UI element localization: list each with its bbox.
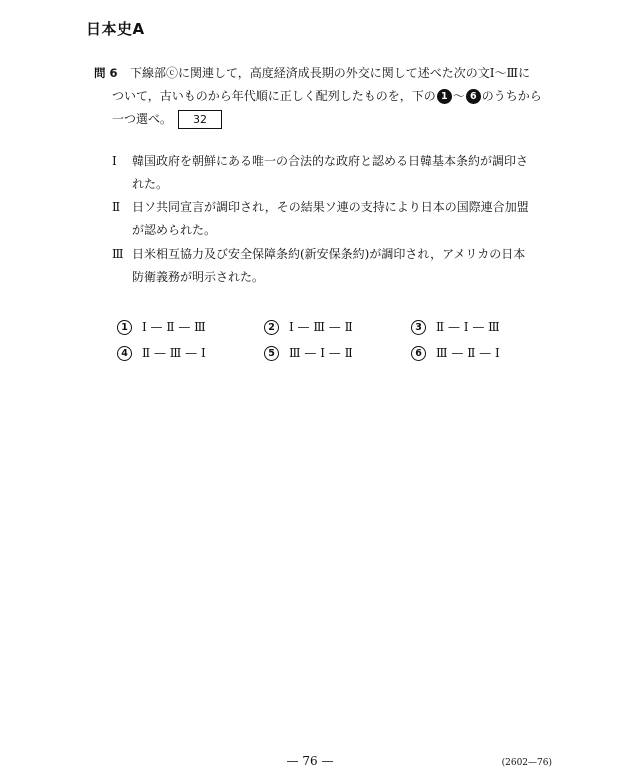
choice-5[interactable] <box>263 344 353 362</box>
question-instruction: 一つ選べ。 <box>112 112 173 126</box>
choice-number: 6 <box>411 346 426 361</box>
page-code: (2602—76) <box>501 758 552 768</box>
choice-order: Ⅱ — Ⅲ — Ⅰ <box>142 346 206 360</box>
statement-text-line-a: 日米相互協力及び安全保障条約(新安保条約)が調印され，アメリカの日本 <box>132 247 526 261</box>
range-start-number: 1 <box>437 89 452 104</box>
question-text-after-range: のうちから <box>481 89 542 103</box>
question-text-line-3 <box>112 108 222 131</box>
range-separator: ～ <box>452 89 465 103</box>
choice-order: Ⅲ — Ⅱ — Ⅰ <box>436 346 500 360</box>
answer-box[interactable]: 32 <box>178 110 222 129</box>
range-end-number: 6 <box>466 89 481 104</box>
choice-number: 4 <box>117 346 132 361</box>
choice-2[interactable] <box>263 318 353 336</box>
statement-text-line-a: 韓国政府を朝鮮にある唯一の合法的な政府と認める日韓基本条約が調印さ <box>132 154 529 168</box>
choice-number: 3 <box>411 320 426 335</box>
choice-order: Ⅱ — Ⅰ — Ⅲ <box>436 320 500 334</box>
statement-text-line-a: 日ソ共同宣言が調印され，その結果ソ連の支持により日本の国際連合加盟 <box>132 200 529 214</box>
choice-3[interactable] <box>410 318 500 336</box>
subject-title: 日本史A <box>86 20 145 38</box>
question-text-line-2 <box>112 85 542 108</box>
question-text-line-1: 下線部ⓒに関連して，高度経済成長期の外交に関して述べた次の文Ⅰ～Ⅲに <box>130 66 531 80</box>
question-number: 問 6 <box>94 66 118 80</box>
choice-number: 1 <box>117 320 132 335</box>
statement-numeral: Ⅲ <box>112 247 124 261</box>
choice-number: 5 <box>264 346 279 361</box>
statement-text-line-b: 防衛義務が明示された。 <box>132 270 265 284</box>
choice-6[interactable] <box>410 344 500 362</box>
choice-order: Ⅰ — Ⅱ — Ⅲ <box>142 320 206 334</box>
choice-number: 2 <box>264 320 279 335</box>
choice-order: Ⅰ — Ⅲ — Ⅱ <box>289 320 353 334</box>
statement-numeral: Ⅰ <box>112 154 117 168</box>
choice-order: Ⅲ — Ⅰ — Ⅱ <box>289 346 353 360</box>
question-text-before-range: ついて，古いものから年代順に正しく配列したものを，下の <box>112 89 436 103</box>
statement-numeral: Ⅱ <box>112 200 121 214</box>
choice-4[interactable] <box>116 344 206 362</box>
statement-text-line-b: が認められた。 <box>132 223 217 237</box>
page-number: — 76 — <box>286 754 334 768</box>
choice-1[interactable] <box>116 318 206 336</box>
statement-text-line-b: れた。 <box>132 177 169 191</box>
